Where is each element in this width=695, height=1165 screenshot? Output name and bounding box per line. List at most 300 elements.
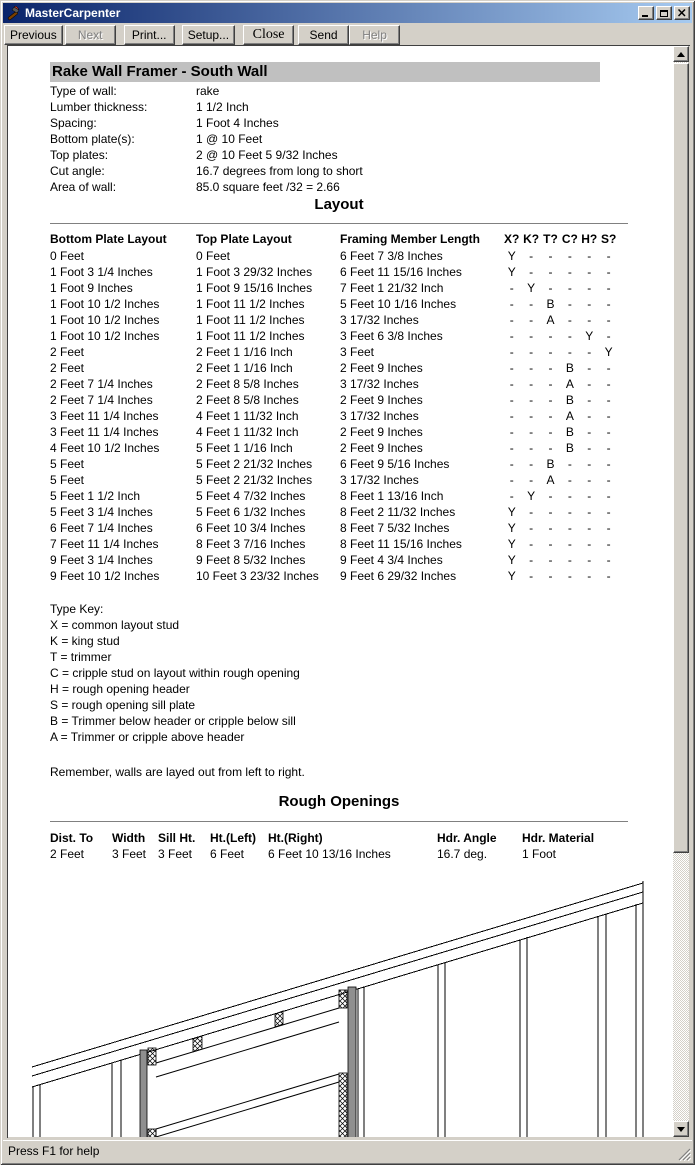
flag-x: - bbox=[509, 377, 514, 391]
cell-length: 3 Feet 6 3/8 Inches bbox=[340, 329, 443, 343]
cell-length: 2 Feet 9 Inches bbox=[340, 393, 423, 407]
table-row bbox=[8, 313, 673, 329]
flag-h: - bbox=[587, 457, 592, 471]
table-row bbox=[8, 297, 673, 313]
minimize-icon bbox=[642, 15, 648, 17]
flag-k: - bbox=[529, 425, 534, 439]
cell-bottom-plate: 2 Feet 7 1/4 Inches bbox=[50, 377, 153, 391]
flag-c: B bbox=[565, 441, 574, 455]
ro-val-hdr-material: 1 Foot bbox=[522, 847, 557, 861]
cell-bottom-plate: 1 Foot 10 1/2 Inches bbox=[50, 329, 160, 343]
flag-x: - bbox=[509, 281, 514, 295]
flag-header: H? bbox=[581, 232, 598, 246]
toolbar-button[interactable]: Previous bbox=[4, 25, 63, 45]
flag-k: - bbox=[529, 377, 534, 391]
table-row bbox=[8, 521, 673, 537]
cell-flags bbox=[502, 313, 618, 327]
spec-value: 16.7 degrees from long to short bbox=[196, 164, 363, 178]
arrow-down-icon bbox=[677, 1127, 685, 1132]
cell-flags bbox=[502, 425, 618, 439]
divider bbox=[50, 223, 628, 224]
flag-h: - bbox=[587, 265, 592, 279]
flag-h: - bbox=[587, 537, 592, 551]
flag-t: B bbox=[546, 297, 555, 311]
flag-s: - bbox=[606, 393, 611, 407]
cell-length: 9 Feet 4 3/4 Inches bbox=[340, 553, 443, 567]
cell-length: 3 17/32 Inches bbox=[340, 473, 419, 487]
spec-label: Bottom plate(s): bbox=[50, 132, 135, 146]
cell-flags bbox=[502, 489, 618, 503]
vertical-scrollbar[interactable] bbox=[673, 46, 689, 1137]
cell-flags bbox=[502, 553, 618, 567]
divider bbox=[50, 821, 628, 822]
cell-top-plate: 2 Feet 1 1/16 Inch bbox=[196, 345, 293, 359]
cell-length: 2 Feet 9 Inches bbox=[340, 361, 423, 375]
flag-c: - bbox=[567, 345, 572, 359]
flag-k: - bbox=[529, 265, 534, 279]
cell-length: 8 Feet 11 15/16 Inches bbox=[340, 537, 462, 551]
cell-bottom-plate: 3 Feet 11 1/4 Inches bbox=[50, 425, 159, 439]
flag-header: S? bbox=[600, 232, 617, 246]
flag-t: - bbox=[548, 537, 553, 551]
flag-k: - bbox=[529, 505, 534, 519]
cell-flags bbox=[502, 441, 618, 455]
type-key-entry: C = cripple stud on layout within rough opening bbox=[50, 666, 300, 680]
flag-h: - bbox=[587, 377, 592, 391]
minimize-button[interactable] bbox=[638, 6, 654, 20]
flag-s: - bbox=[606, 521, 611, 535]
cell-length: 8 Feet 1 13/16 Inch bbox=[340, 489, 444, 503]
flag-s: - bbox=[606, 457, 611, 471]
scrollbar-thumb[interactable] bbox=[673, 63, 689, 853]
scroll-down-button[interactable] bbox=[673, 1121, 689, 1137]
cell-length: 8 Feet 7 5/32 Inches bbox=[340, 521, 450, 535]
cell-flags bbox=[502, 265, 618, 279]
flag-t: A bbox=[546, 313, 555, 327]
flag-x: - bbox=[509, 297, 514, 311]
flag-t: - bbox=[548, 409, 553, 423]
table-row bbox=[8, 425, 673, 441]
ro-col-dist: Dist. To bbox=[50, 831, 94, 845]
flag-c: - bbox=[567, 265, 572, 279]
table-row bbox=[8, 537, 673, 553]
cell-flags bbox=[502, 473, 618, 487]
toolbar-button[interactable]: Print... bbox=[124, 25, 175, 45]
spec-value: 1 1/2 Inch bbox=[196, 100, 249, 114]
flag-t: - bbox=[548, 345, 553, 359]
flag-c: A bbox=[565, 409, 574, 423]
flag-h: Y bbox=[585, 329, 594, 343]
rough-openings-heading: Rough Openings bbox=[278, 793, 400, 810]
type-key-entries bbox=[50, 618, 300, 744]
flag-s: - bbox=[606, 281, 611, 295]
spec-label: Lumber thickness: bbox=[50, 100, 148, 114]
flag-k: - bbox=[529, 569, 534, 583]
cell-top-plate: 5 Feet 2 21/32 Inches bbox=[196, 473, 313, 487]
table-row bbox=[8, 329, 673, 345]
flag-k: - bbox=[529, 553, 534, 567]
spec-value: 2 @ 10 Feet 5 9/32 Inches bbox=[196, 148, 338, 162]
status-bar bbox=[3, 1140, 692, 1162]
table-row bbox=[8, 345, 673, 361]
spec-row bbox=[50, 116, 363, 132]
table-row bbox=[8, 265, 673, 281]
flag-t: - bbox=[548, 377, 553, 391]
cell-length: 2 Feet 9 Inches bbox=[340, 441, 423, 455]
flag-t: - bbox=[548, 569, 553, 583]
flag-t: - bbox=[548, 281, 553, 295]
flag-h: - bbox=[587, 297, 592, 311]
flag-x: - bbox=[509, 441, 514, 455]
toolbar bbox=[3, 24, 692, 46]
cell-length: 5 Feet 10 1/16 Inches bbox=[340, 297, 457, 311]
flag-k: - bbox=[529, 393, 534, 407]
type-key-heading: Type Key: bbox=[50, 602, 104, 616]
cell-length: 8 Feet 2 11/32 Inches bbox=[340, 505, 456, 519]
cell-length: 2 Feet 9 Inches bbox=[340, 425, 423, 439]
cell-length: 6 Feet 7 3/8 Inches bbox=[340, 249, 443, 263]
spec-label: Cut angle: bbox=[50, 164, 105, 178]
cell-top-plate: 2 Feet 8 5/8 Inches bbox=[196, 393, 299, 407]
flag-h: - bbox=[587, 361, 592, 375]
cell-flags bbox=[502, 329, 618, 343]
cell-flags bbox=[502, 521, 618, 535]
spec-value: 1 Foot 4 Inches bbox=[196, 116, 279, 130]
flag-h: - bbox=[587, 505, 592, 519]
flag-x: - bbox=[509, 425, 514, 439]
flag-k: - bbox=[529, 329, 534, 343]
arrow-up-icon bbox=[677, 52, 685, 57]
flag-s: - bbox=[606, 537, 611, 551]
ro-col-htleft: Ht.(Left) bbox=[210, 831, 256, 845]
cell-bottom-plate: 3 Feet 11 1/4 Inches bbox=[50, 409, 159, 423]
toolbar-button[interactable]: Close bbox=[243, 25, 294, 45]
type-key bbox=[50, 602, 300, 744]
flag-s: - bbox=[606, 425, 611, 439]
cell-bottom-plate: 2 Feet bbox=[50, 361, 85, 375]
type-key-entry: S = rough opening sill plate bbox=[50, 698, 196, 712]
flag-header: X? bbox=[504, 232, 520, 246]
flag-h: - bbox=[587, 441, 592, 455]
flag-k: - bbox=[529, 345, 534, 359]
cell-top-plate: 5 Feet 1 1/16 Inch bbox=[196, 441, 293, 455]
ro-val-htleft: 6 Feet bbox=[210, 847, 245, 861]
flag-t: - bbox=[548, 393, 553, 407]
flag-k: - bbox=[529, 313, 534, 327]
flag-c: - bbox=[567, 521, 572, 535]
flag-c: - bbox=[567, 313, 572, 327]
flag-c: B bbox=[565, 393, 574, 407]
flag-t: - bbox=[548, 361, 553, 375]
table-row bbox=[8, 457, 673, 473]
close-button[interactable] bbox=[674, 6, 690, 20]
flag-headers bbox=[502, 232, 618, 246]
cell-flags bbox=[502, 361, 618, 375]
cell-flags bbox=[502, 409, 618, 423]
flag-c: - bbox=[567, 537, 572, 551]
flag-x: - bbox=[509, 329, 514, 343]
rough-openings-header bbox=[8, 831, 673, 847]
flag-k: Y bbox=[527, 489, 536, 503]
spec-label: Spacing: bbox=[50, 116, 97, 130]
flag-x: Y bbox=[507, 265, 516, 279]
spec-value: 1 @ 10 Feet bbox=[196, 132, 263, 146]
flag-c: - bbox=[567, 329, 572, 343]
flag-x: Y bbox=[507, 553, 516, 567]
flag-s: - bbox=[606, 329, 611, 343]
cell-length: 9 Feet 6 29/32 Inches bbox=[340, 569, 457, 583]
flag-h: - bbox=[587, 553, 592, 567]
cell-bottom-plate: 9 Feet 10 1/2 Inches bbox=[50, 569, 160, 583]
cell-top-plate: 2 Feet 8 5/8 Inches bbox=[196, 377, 299, 391]
layout-table bbox=[8, 249, 673, 585]
flag-h: - bbox=[587, 521, 592, 535]
flag-t: B bbox=[546, 457, 555, 471]
cell-bottom-plate: 5 Feet bbox=[50, 457, 85, 471]
flag-x: - bbox=[509, 473, 514, 487]
status-text: Press F1 for help bbox=[8, 1144, 100, 1158]
cell-bottom-plate: 5 Feet bbox=[50, 473, 85, 487]
table-row bbox=[8, 441, 673, 457]
flag-x: - bbox=[509, 457, 514, 471]
col-header-length: Framing Member Length bbox=[340, 232, 481, 246]
scroll-up-button[interactable] bbox=[673, 46, 689, 62]
flag-s: - bbox=[606, 297, 611, 311]
flag-c: - bbox=[567, 281, 572, 295]
table-row bbox=[8, 281, 673, 297]
toolbar-button: Next bbox=[65, 25, 116, 45]
flag-x: Y bbox=[507, 569, 516, 583]
type-key-entry: B = Trimmer below header or cripple below sill bbox=[50, 714, 296, 728]
flag-k: - bbox=[529, 361, 534, 375]
flag-t: - bbox=[548, 249, 553, 263]
cell-flags bbox=[502, 505, 618, 519]
table-row bbox=[8, 361, 673, 377]
flag-h: - bbox=[587, 313, 592, 327]
cell-top-plate: 1 Foot 11 1/2 Inches bbox=[196, 313, 305, 327]
cell-length: 3 Feet bbox=[340, 345, 375, 359]
flag-x: Y bbox=[507, 537, 516, 551]
ro-val-width: 3 Feet bbox=[112, 847, 147, 861]
cell-length: 7 Feet 1 21/32 Inch bbox=[340, 281, 444, 295]
flag-s: - bbox=[606, 409, 611, 423]
flag-h: - bbox=[587, 489, 592, 503]
flag-x: Y bbox=[507, 521, 516, 535]
cell-top-plate: 1 Foot 11 1/2 Inches bbox=[196, 297, 305, 311]
flag-x: Y bbox=[507, 249, 516, 263]
ro-val-htright: 6 Feet 10 13/16 Inches bbox=[268, 847, 391, 861]
spec-row bbox=[50, 180, 363, 196]
toolbar-button[interactable]: Setup... bbox=[182, 25, 235, 45]
cell-bottom-plate: 2 Feet 7 1/4 Inches bbox=[50, 393, 153, 407]
cell-top-plate: 2 Feet 1 1/16 Inch bbox=[196, 361, 293, 375]
col-header-top-plate: Top Plate Layout bbox=[196, 232, 292, 246]
flag-c: - bbox=[567, 473, 572, 487]
cell-bottom-plate: 7 Feet 11 1/4 Inches bbox=[50, 537, 159, 551]
flag-x: - bbox=[509, 313, 514, 327]
flag-c: - bbox=[567, 457, 572, 471]
flag-s: - bbox=[606, 249, 611, 263]
flag-x: - bbox=[509, 361, 514, 375]
cell-bottom-plate: 1 Foot 3 1/4 Inches bbox=[50, 265, 153, 279]
flag-c: - bbox=[567, 249, 572, 263]
flag-k: - bbox=[529, 457, 534, 471]
window-title: MasterCarpenter bbox=[25, 6, 121, 20]
flag-k: - bbox=[529, 249, 534, 263]
toolbar-button: Help bbox=[349, 25, 400, 45]
flag-t: - bbox=[548, 505, 553, 519]
flag-x: Y bbox=[507, 505, 516, 519]
table-row bbox=[8, 505, 673, 521]
cell-top-plate: 4 Feet 1 11/32 Inch bbox=[196, 425, 299, 439]
cell-length: 6 Feet 9 5/16 Inches bbox=[340, 457, 450, 471]
cell-top-plate: 0 Feet bbox=[196, 249, 231, 263]
ro-col-hdr-angle: Hdr. Angle bbox=[437, 831, 497, 845]
wall-drawing bbox=[8, 871, 673, 1137]
table-row bbox=[8, 473, 673, 489]
flag-c: A bbox=[565, 377, 574, 391]
cell-bottom-plate: 1 Foot 10 1/2 Inches bbox=[50, 313, 160, 327]
flag-s: - bbox=[606, 265, 611, 279]
cell-top-plate: 5 Feet 6 1/32 Inches bbox=[196, 505, 306, 519]
layout-table-header bbox=[8, 232, 673, 248]
flag-h: - bbox=[587, 393, 592, 407]
flag-k: - bbox=[529, 297, 534, 311]
spec-value: 85.0 square feet /32 = 2.66 bbox=[196, 180, 340, 194]
flag-c: - bbox=[567, 297, 572, 311]
flag-k: Y bbox=[527, 281, 536, 295]
cell-flags bbox=[502, 249, 618, 263]
flag-header: C? bbox=[561, 232, 578, 246]
type-key-entry: K = king stud bbox=[50, 634, 120, 648]
flag-t: A bbox=[546, 473, 555, 487]
table-row bbox=[8, 553, 673, 569]
flag-t: - bbox=[548, 489, 553, 503]
flag-s: - bbox=[606, 441, 611, 455]
flag-c: - bbox=[567, 505, 572, 519]
cell-bottom-plate: 5 Feet 1 1/2 Inch bbox=[50, 489, 141, 503]
cell-flags bbox=[502, 345, 618, 359]
cell-bottom-plate: 9 Feet 3 1/4 Inches bbox=[50, 553, 153, 567]
flag-h: - bbox=[587, 281, 592, 295]
spec-label: Top plates: bbox=[50, 148, 109, 162]
cell-top-plate: 5 Feet 4 7/32 Inches bbox=[196, 489, 306, 503]
cell-bottom-plate: 2 Feet bbox=[50, 345, 85, 359]
type-key-entry: T = trimmer bbox=[50, 650, 112, 664]
cell-top-plate: 1 Foot 3 29/32 Inches bbox=[196, 265, 313, 279]
flag-k: - bbox=[529, 441, 534, 455]
report-page bbox=[8, 46, 673, 1137]
flag-t: - bbox=[548, 521, 553, 535]
cell-flags bbox=[502, 377, 618, 391]
table-row bbox=[8, 409, 673, 425]
cell-length: 3 17/32 Inches bbox=[340, 313, 419, 327]
flag-s: Y bbox=[604, 345, 613, 359]
spec-row bbox=[50, 84, 363, 100]
title-bar[interactable] bbox=[3, 3, 692, 23]
flag-s: - bbox=[606, 569, 611, 583]
flag-h: - bbox=[587, 345, 592, 359]
flag-header: T? bbox=[543, 232, 558, 246]
flag-k: - bbox=[529, 409, 534, 423]
flag-k: - bbox=[529, 473, 534, 487]
ro-val-dist: 2 Feet bbox=[50, 847, 85, 861]
flag-c: - bbox=[567, 553, 572, 567]
flag-s: - bbox=[606, 377, 611, 391]
flag-header: K? bbox=[523, 232, 540, 246]
spec-row bbox=[50, 148, 363, 164]
flag-h: - bbox=[587, 409, 592, 423]
layout-heading: Layout bbox=[314, 196, 364, 213]
resize-grip[interactable] bbox=[678, 1148, 691, 1161]
layout-note: Remember, walls are layed out from left to right. bbox=[50, 765, 305, 779]
rough-openings-row bbox=[8, 847, 673, 863]
flag-k: - bbox=[529, 521, 534, 535]
table-row bbox=[8, 489, 673, 505]
app-hammer-icon bbox=[5, 5, 21, 21]
ro-col-hdr-material: Hdr. Material bbox=[522, 831, 595, 845]
spec-row bbox=[50, 132, 363, 148]
spec-label: Area of wall: bbox=[50, 180, 117, 194]
cell-bottom-plate: 5 Feet 3 1/4 Inches bbox=[50, 505, 153, 519]
ro-col-width: Width bbox=[112, 831, 146, 845]
cell-length: 3 17/32 Inches bbox=[340, 377, 419, 391]
toolbar-button[interactable]: Send bbox=[298, 25, 349, 45]
cell-bottom-plate: 4 Feet 10 1/2 Inches bbox=[50, 441, 160, 455]
table-row bbox=[8, 569, 673, 585]
cell-length: 3 17/32 Inches bbox=[340, 409, 419, 423]
flag-x: - bbox=[509, 393, 514, 407]
flag-h: - bbox=[587, 473, 592, 487]
flag-c: - bbox=[567, 489, 572, 503]
flag-k: - bbox=[529, 537, 534, 551]
spec-value: rake bbox=[196, 84, 220, 98]
flag-c: - bbox=[567, 569, 572, 583]
flag-t: - bbox=[548, 329, 553, 343]
flag-h: - bbox=[587, 249, 592, 263]
maximize-button[interactable] bbox=[656, 6, 672, 20]
cell-top-plate: 8 Feet 3 7/16 Inches bbox=[196, 537, 306, 551]
cell-flags bbox=[502, 537, 618, 551]
flag-c: B bbox=[565, 361, 574, 375]
flag-s: - bbox=[606, 489, 611, 503]
col-header-bottom-plate: Bottom Plate Layout bbox=[50, 232, 167, 246]
ro-val-sill: 3 Feet bbox=[158, 847, 193, 861]
wall-specs bbox=[50, 84, 363, 196]
cell-top-plate: 9 Feet 8 5/32 Inches bbox=[196, 553, 306, 567]
cell-bottom-plate: 1 Foot 10 1/2 Inches bbox=[50, 297, 160, 311]
ro-col-sill: Sill Ht. bbox=[158, 831, 196, 845]
ro-col-htright: Ht.(Right) bbox=[268, 831, 323, 845]
cell-flags bbox=[502, 457, 618, 471]
cell-flags bbox=[502, 297, 618, 311]
ro-val-hdr-angle: 16.7 deg. bbox=[437, 847, 488, 861]
flag-x: - bbox=[509, 489, 514, 503]
cell-flags bbox=[502, 281, 618, 295]
cell-top-plate: 5 Feet 2 21/32 Inches bbox=[196, 457, 313, 471]
cell-flags bbox=[502, 569, 618, 583]
flag-t: - bbox=[548, 425, 553, 439]
maximize-icon bbox=[660, 10, 668, 17]
spec-row bbox=[50, 100, 363, 116]
flag-h: - bbox=[587, 425, 592, 439]
cell-top-plate: 4 Feet 1 11/32 Inch bbox=[196, 409, 299, 423]
table-row bbox=[8, 249, 673, 265]
type-key-entry: X = common layout stud bbox=[50, 618, 180, 632]
type-key-entry: A = Trimmer or cripple above header bbox=[50, 730, 245, 744]
spec-row bbox=[50, 164, 363, 180]
flag-t: - bbox=[548, 441, 553, 455]
